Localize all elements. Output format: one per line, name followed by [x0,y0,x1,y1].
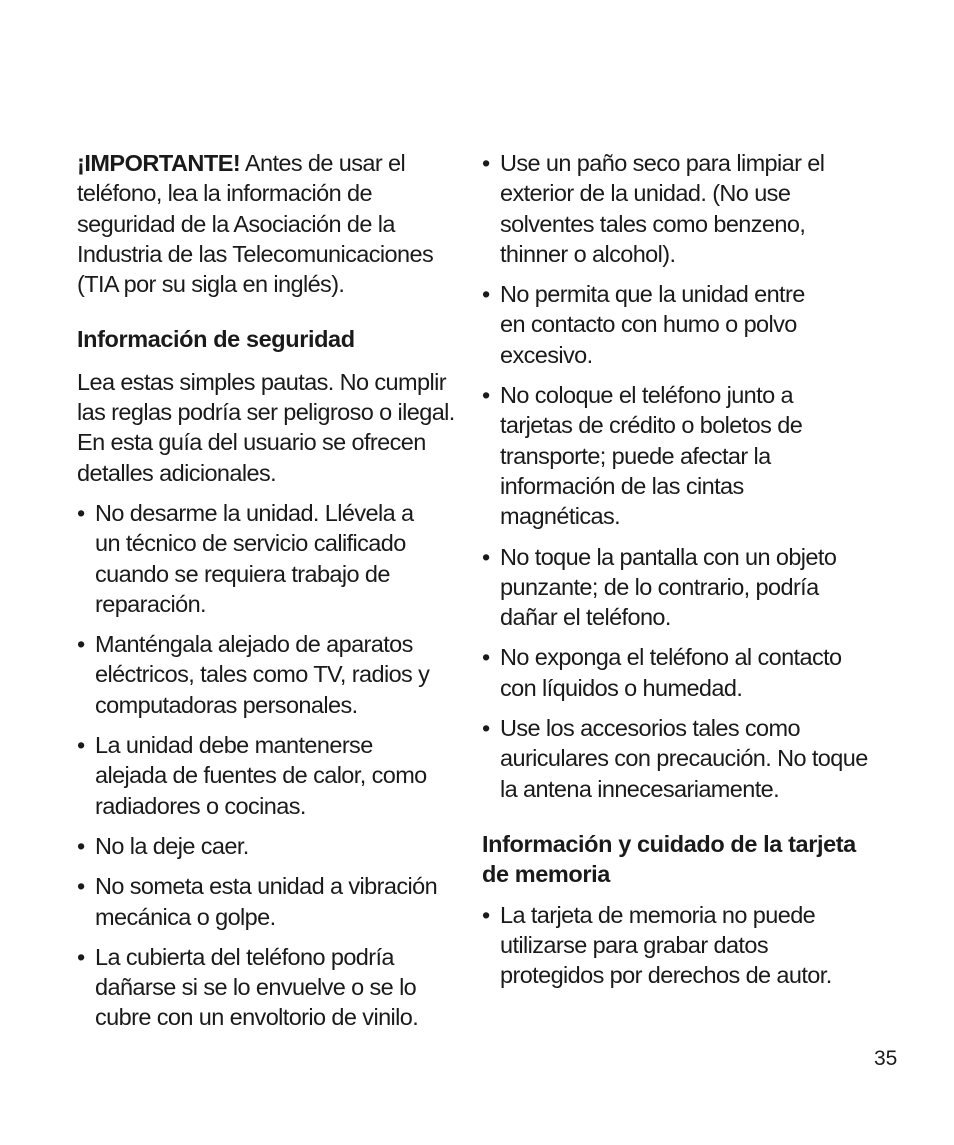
page-number: 35 [874,1047,898,1070]
list-item: • No someta esta unidad a vibración mecánica o golpe. [77,871,445,932]
list-item: • No la deje caer. [77,831,462,861]
safety-heading: Información de seguridad [77,326,355,353]
list-item: • La tarjeta de memoria no puede utilizarse para grabar datos protegidos por derechos de autor. [482,900,850,991]
safety-intro: Lea estas simples pautas. No cumplir las reglas podría ser peligroso o ilegal. En esta guía del usuario se ofrecen detalles adicionales. [77,368,455,486]
list-item: • No exponga el teléfono al contacto con líquidos o humedad. [482,642,870,703]
list-item: • Use los accesorios tales como auriculares con precaución. No toque la antena innecesariamente. [482,713,870,804]
list-item: • Manténgala alejado de aparatos eléctricos, tales como TV, radios y computadoras personales. [77,629,435,720]
memory-card-heading: Información y cuidado de la tarjeta de memoria [482,830,856,888]
list-item: • No toque la pantalla con un objeto punzante; de lo contrario, podría dañar el teléfono. [482,542,865,633]
list-item: • No coloque el teléfono junto a tarjetas de crédito o boletos de transporte; puede afectar la información de las cintas magnéticas. [482,380,818,531]
list-item: • No desarme la unidad. Llévela a un técnico de servicio calificado cuando se requiera trabajo de reparación. [77,498,415,619]
left-column [77,148,462,1033]
important-text: Antes de usar el teléfono, lea la información de seguridad de la Asociación de la Industria de las Telecomunicaciones (TIA por su sigla en inglés). [77,150,434,298]
right-column [482,148,882,990]
important-label: ¡IMPORTANTE! [77,150,241,176]
list-item: • No permita que la unidad entre en contacto con humo o polvo excesivo. [482,279,830,370]
list-item: • Use un paño seco para limpiar el exterior de la unidad. (No use solventes tales como benzeno, thinner o alcohol). [482,148,845,269]
list-item: • La unidad debe mantenerse alejada de fuentes de calor, como radiadores o cocinas. [77,730,435,821]
list-item: • La cubierta del teléfono podría dañarse si se lo envuelve o se lo cubre con un envoltorio de vinilo. [77,942,430,1033]
memory-bullet-list [482,900,882,991]
important-notice [77,148,462,299]
care-bullet-list [482,148,882,804]
safety-bullet-list [77,498,462,1033]
